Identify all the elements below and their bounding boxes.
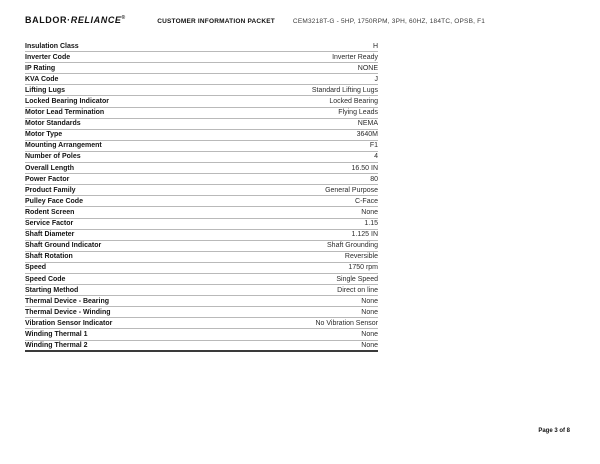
- spec-label: Pulley Face Code: [25, 197, 83, 205]
- spec-value: 16.50 IN: [351, 164, 378, 172]
- spec-label: Shaft Diameter: [25, 231, 75, 239]
- spec-label: Vibration Sensor Indicator: [25, 319, 113, 327]
- spec-value: No Vibration Sensor: [315, 319, 378, 327]
- table-row: [25, 318, 378, 329]
- spec-value: Reversible: [344, 253, 378, 261]
- spec-value: Locked Bearing: [329, 98, 378, 106]
- table-row: [25, 108, 378, 119]
- table-row: [25, 63, 378, 74]
- table-row: [25, 329, 378, 340]
- table-row: [25, 52, 378, 63]
- spec-label: Shaft Ground Indicator: [25, 242, 102, 250]
- spec-value: C-Face: [355, 197, 378, 205]
- spec-label: Winding Thermal 2: [25, 341, 88, 349]
- table-row: [25, 307, 378, 318]
- spec-label: Thermal Device - Winding: [25, 308, 111, 316]
- table-row: [25, 296, 378, 307]
- spec-value: Flying Leads: [338, 109, 378, 117]
- spec-value: Inverter Ready: [332, 53, 378, 61]
- spec-label: Thermal Device - Bearing: [25, 297, 110, 305]
- table-row: [25, 274, 378, 285]
- baldor-reliance-logo: [25, 15, 125, 25]
- spec-value: NONE: [357, 64, 378, 72]
- spec-label: Lifting Lugs: [25, 86, 66, 94]
- table-row: [25, 341, 378, 352]
- table-row: [25, 152, 378, 163]
- table-row: [25, 219, 378, 230]
- spec-label: Locked Bearing Indicator: [25, 98, 110, 106]
- logo-separator: ·: [67, 15, 71, 25]
- spec-value: 1.15: [364, 220, 378, 228]
- spec-value: General Purpose: [325, 186, 378, 194]
- table-row: [25, 241, 378, 252]
- spec-value: 1750 rpm: [348, 264, 378, 272]
- spec-label: Shaft Rotation: [25, 253, 73, 261]
- spec-value: 4: [374, 153, 378, 161]
- table-row: [25, 174, 378, 185]
- spec-value: Standard Lifting Lugs: [311, 86, 378, 94]
- table-row: [25, 130, 378, 141]
- spec-value: 80: [370, 175, 378, 183]
- table-row: [25, 163, 378, 174]
- logo-brand-right: RELIANCE: [70, 15, 122, 25]
- spec-label: Number of Poles: [25, 153, 81, 161]
- spec-label: KVA Code: [25, 75, 59, 83]
- spec-value: 1.125 IN: [351, 231, 378, 239]
- spec-label: Speed: [25, 264, 47, 272]
- spec-label: Speed Code: [25, 275, 66, 283]
- table-row: [25, 252, 378, 263]
- spec-value: None: [361, 308, 378, 316]
- table-row: [25, 74, 378, 85]
- spec-value: Direct on line: [337, 286, 378, 294]
- spec-label: Motor Standards: [25, 120, 81, 128]
- table-row: [25, 41, 378, 52]
- spec-value: None: [361, 341, 378, 349]
- page-number: Page 3 of 8: [538, 428, 570, 434]
- spec-value: F1: [369, 142, 378, 150]
- table-row: [25, 119, 378, 130]
- table-row: [25, 96, 378, 107]
- spec-value: None: [361, 330, 378, 338]
- spec-value: H: [372, 42, 378, 50]
- spec-label: IP Rating: [25, 64, 56, 72]
- spec-value: 3640M: [356, 131, 378, 139]
- spec-label: Mounting Arrangement: [25, 142, 102, 150]
- spec-label: Inverter Code: [25, 53, 71, 61]
- table-row: [25, 285, 378, 296]
- spec-label: Service Factor: [25, 220, 74, 228]
- spec-value: NEMA: [357, 120, 378, 128]
- table-row: [25, 263, 378, 274]
- logo-brand-left: BALDOR: [25, 15, 68, 25]
- spec-label: Winding Thermal 1: [25, 330, 88, 338]
- table-row: [25, 185, 378, 196]
- spec-label: Insulation Class: [25, 42, 79, 50]
- table-row: [25, 196, 378, 207]
- table-row: [25, 207, 378, 218]
- table-row: [25, 85, 378, 96]
- table-row: [25, 230, 378, 241]
- table-row: [25, 141, 378, 152]
- spec-table: [25, 41, 378, 352]
- spec-label: Motor Type: [25, 131, 63, 139]
- spec-value: None: [361, 297, 378, 305]
- spec-label: Rodent Screen: [25, 208, 75, 216]
- page-header: [25, 15, 580, 25]
- spec-value: J: [374, 75, 378, 83]
- spec-value: None: [361, 208, 378, 216]
- spec-value: Shaft Grounding: [327, 242, 378, 250]
- product-summary: CEM3218T-G - 5HP, 1750RPM, 3PH, 60HZ, 184TC, OPSB, F1: [292, 18, 486, 25]
- spec-label: Starting Method: [25, 286, 79, 294]
- spec-value: Single Speed: [336, 275, 378, 283]
- spec-label: Motor Lead Termination: [25, 109, 105, 117]
- spec-label: Product Family: [25, 186, 76, 194]
- spec-label: Overall Length: [25, 164, 75, 172]
- logo-trademark: ®: [121, 15, 126, 21]
- document-title: CUSTOMER INFORMATION PACKET: [157, 18, 275, 25]
- spec-label: Power Factor: [25, 175, 70, 183]
